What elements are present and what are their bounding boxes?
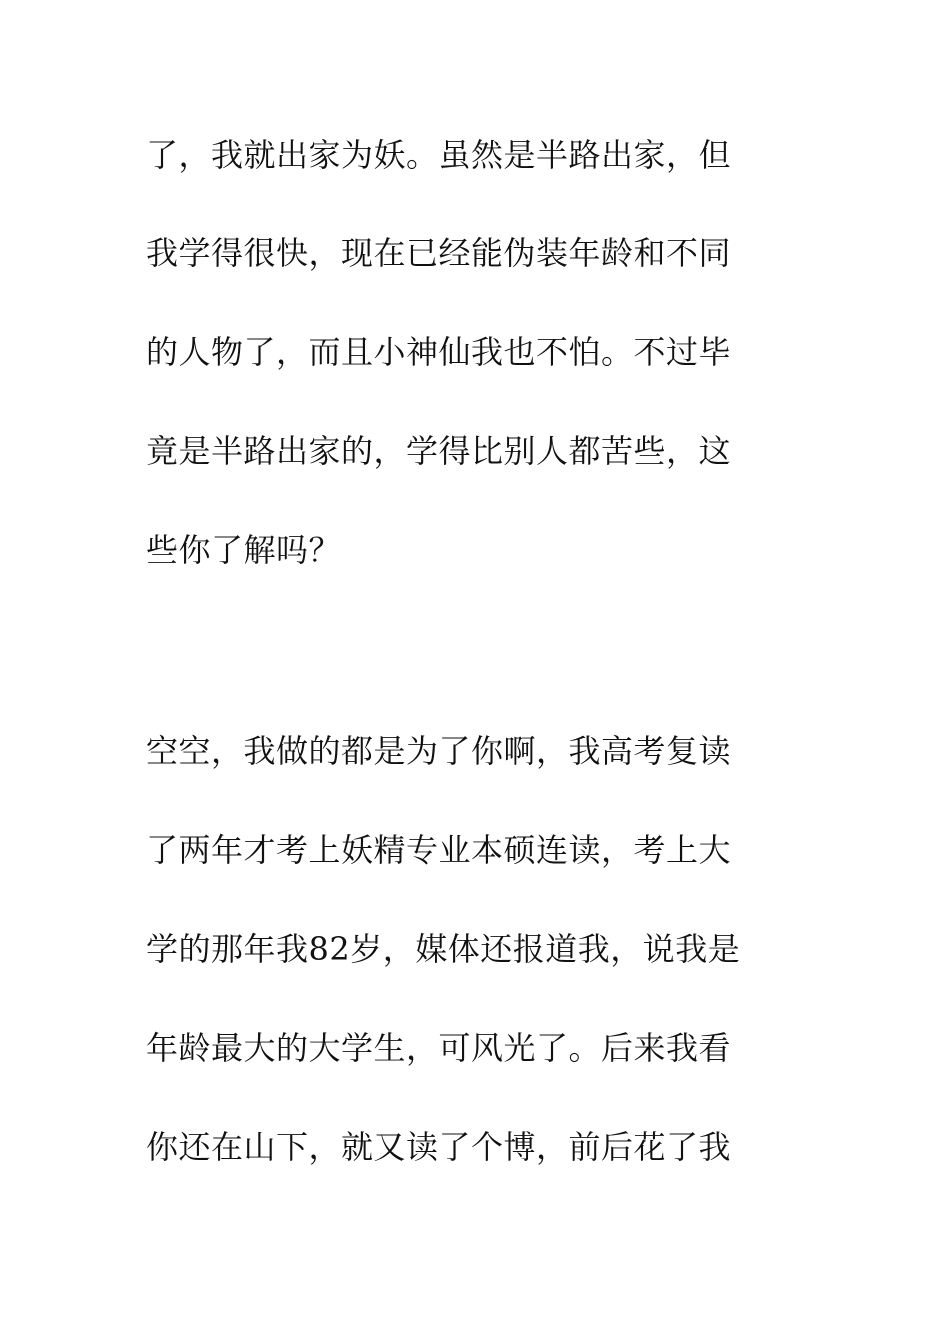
text-line: 的人物了，而且小神仙我也不怕。不过毕	[146, 333, 732, 371]
text-line: 我学得很快，现在已经能伪装年龄和不同	[146, 234, 732, 272]
text-line: 竟是半路出家的，学得比别人都苦些，这	[146, 432, 732, 470]
text-line: 年龄最大的大学生，可风光了。后来我看	[146, 1029, 732, 1067]
text-line: 你还在山下，就又读了个博，前后花了我	[146, 1128, 732, 1166]
text-line: 了两年才考上妖精专业本硕连读，考上大	[146, 831, 732, 869]
text-line: 学的那年我82岁，媒体还报道我，说我是	[146, 930, 741, 968]
text-line: 了，我就出家为妖。虽然是半路出家，但	[146, 136, 732, 174]
text-line: 些你了解吗？	[146, 531, 342, 569]
text-line: 空空，我做的都是为了你啊，我高考复读	[146, 732, 732, 770]
